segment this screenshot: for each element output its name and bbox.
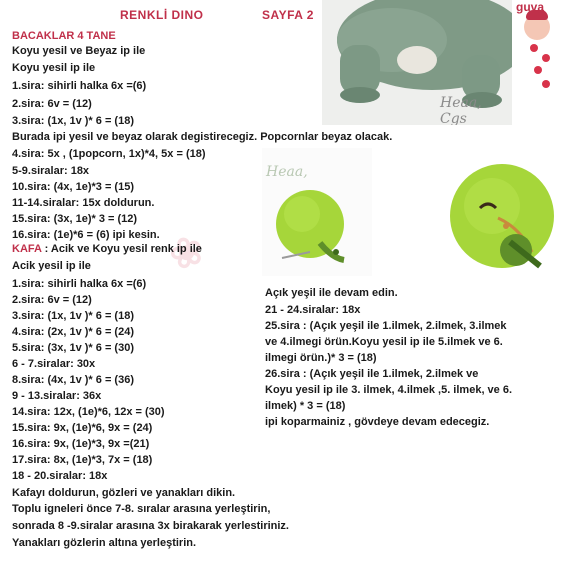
head-photo-1 [262, 148, 372, 276]
legs-line: 2.sira: 6v = (12) [12, 98, 92, 110]
head-line: 2.sira: 6v = (12) [12, 294, 92, 306]
head-line: Toplu igneleri önce 7-8. sıralar arasına yerleştirin, [12, 503, 271, 515]
right-line: ipi koparmainiz , gövdeye devam edecegiz. [265, 416, 490, 428]
head-line: 16.sira: 9x, (1e)*3, 9x =(21) [12, 438, 150, 450]
head-line: 17.sira: 8x, (1e)*3, 7x = (18) [12, 454, 153, 466]
head-line: sonrada 8 -9.siralar arasına 3x birakarak yerlestiriniz. [12, 520, 289, 532]
photo-signature: Heaa, Cgs [440, 95, 482, 125]
doc-title: RENKLİ DINO [120, 8, 204, 22]
legs-line: 15.sira: (3x, 1e)* 3 = (12) [12, 213, 138, 225]
head-line: 18 - 20.siralar: 18x [12, 470, 108, 482]
legs-line: 3.sira: (1x, 1v )* 6 = (18) [12, 115, 134, 127]
head-heading-rest: : Acik ve Koyu yesil renk ip ile [41, 243, 202, 255]
head-line: Acik yesil ip ile [12, 260, 91, 272]
head-line: 4.sira: (2x, 1v )* 6 = (24) [12, 326, 134, 338]
dino-photo [322, 0, 512, 125]
head-line: Yanakları gözlerin altına yerleştirin. [12, 537, 197, 549]
legs-line: 4.sira: 5x , (1popcorn, 1x)*4, 5x = (18) [12, 148, 206, 160]
head-heading [12, 243, 202, 255]
right-line: 26.sira : (Açık yeşil ile 1.ilmek, 2.ilmek ve [265, 368, 479, 380]
logo-text: guva [516, 0, 545, 14]
brand-logo [512, 0, 564, 110]
head-heading-label: KAFA [12, 243, 42, 255]
legs-line: Koyu yesil ip ile [12, 62, 96, 74]
svg-text:Heaa,: Heaa, [266, 164, 308, 180]
legs-line: 10.sira: (4x, 1e)*3 = (15) [12, 181, 134, 193]
head-line: 1.sira: sihirli halka 6x =(6) [12, 278, 147, 290]
watermark: ❀ [163, 226, 211, 280]
head-photo-2 [440, 148, 564, 283]
right-line: 21 - 24.siralar: 18x [265, 304, 361, 316]
right-line: ve 4.ilmegi örün.Koyu yesil ip ile 5.ilmek ve 6. [265, 336, 503, 348]
legs-line: 11-14.siralar: 15x doldurun. [12, 197, 155, 209]
head-line: 9 - 13.siralar: 36x [12, 390, 102, 402]
head-line: 8.sira: (4x, 1v )* 6 = (36) [12, 374, 134, 386]
legs-line: Koyu yesil ve Beyaz ip ile [12, 45, 146, 57]
head-line: 15.sira: 9x, (1e)*6, 9x = (24) [12, 422, 153, 434]
legs-line: 1.sira: sihirli halka 6x =(6) [12, 80, 147, 92]
head-line: 6 - 7.siralar: 30x [12, 358, 96, 370]
head-line: Kafayı doldurun, gözleri ve yanakları dikin. [12, 487, 236, 499]
legs-heading: BACAKLAR 4 TANE [12, 30, 116, 42]
legs-line: 5-9.siralar: 18x [12, 165, 90, 177]
head-line: 14.sira: 12x, (1e)*6, 12x = (30) [12, 406, 165, 418]
right-line: Açık yeşil ile devam edin. [265, 287, 398, 299]
head-line: 5.sira: (3x, 1v )* 6 = (30) [12, 342, 134, 354]
legs-line: Burada ipi yesil ve beyaz olarak degistirecegiz. Popcornlar beyaz olacak. [12, 131, 393, 143]
right-line: 25.sira : (Açık yeşil ile 1.ilmek, 2.ilmek, 3.ilmek [265, 320, 507, 332]
right-line: Koyu yesil ip ile 3. ilmek, 4.ilmek ,5. ilmek, ve 6. [265, 384, 513, 396]
head-line: 3.sira: (1x, 1v )* 6 = (18) [12, 310, 134, 322]
right-line: ilmek) * 3 = (18) [265, 400, 346, 412]
right-line: ilmegi örün.)* 3 = (18) [265, 352, 377, 364]
page-label: SAYFA 2 [262, 8, 314, 22]
legs-line: 16.sira: (1e)*6 = (6) ipi kesin. [12, 229, 160, 241]
